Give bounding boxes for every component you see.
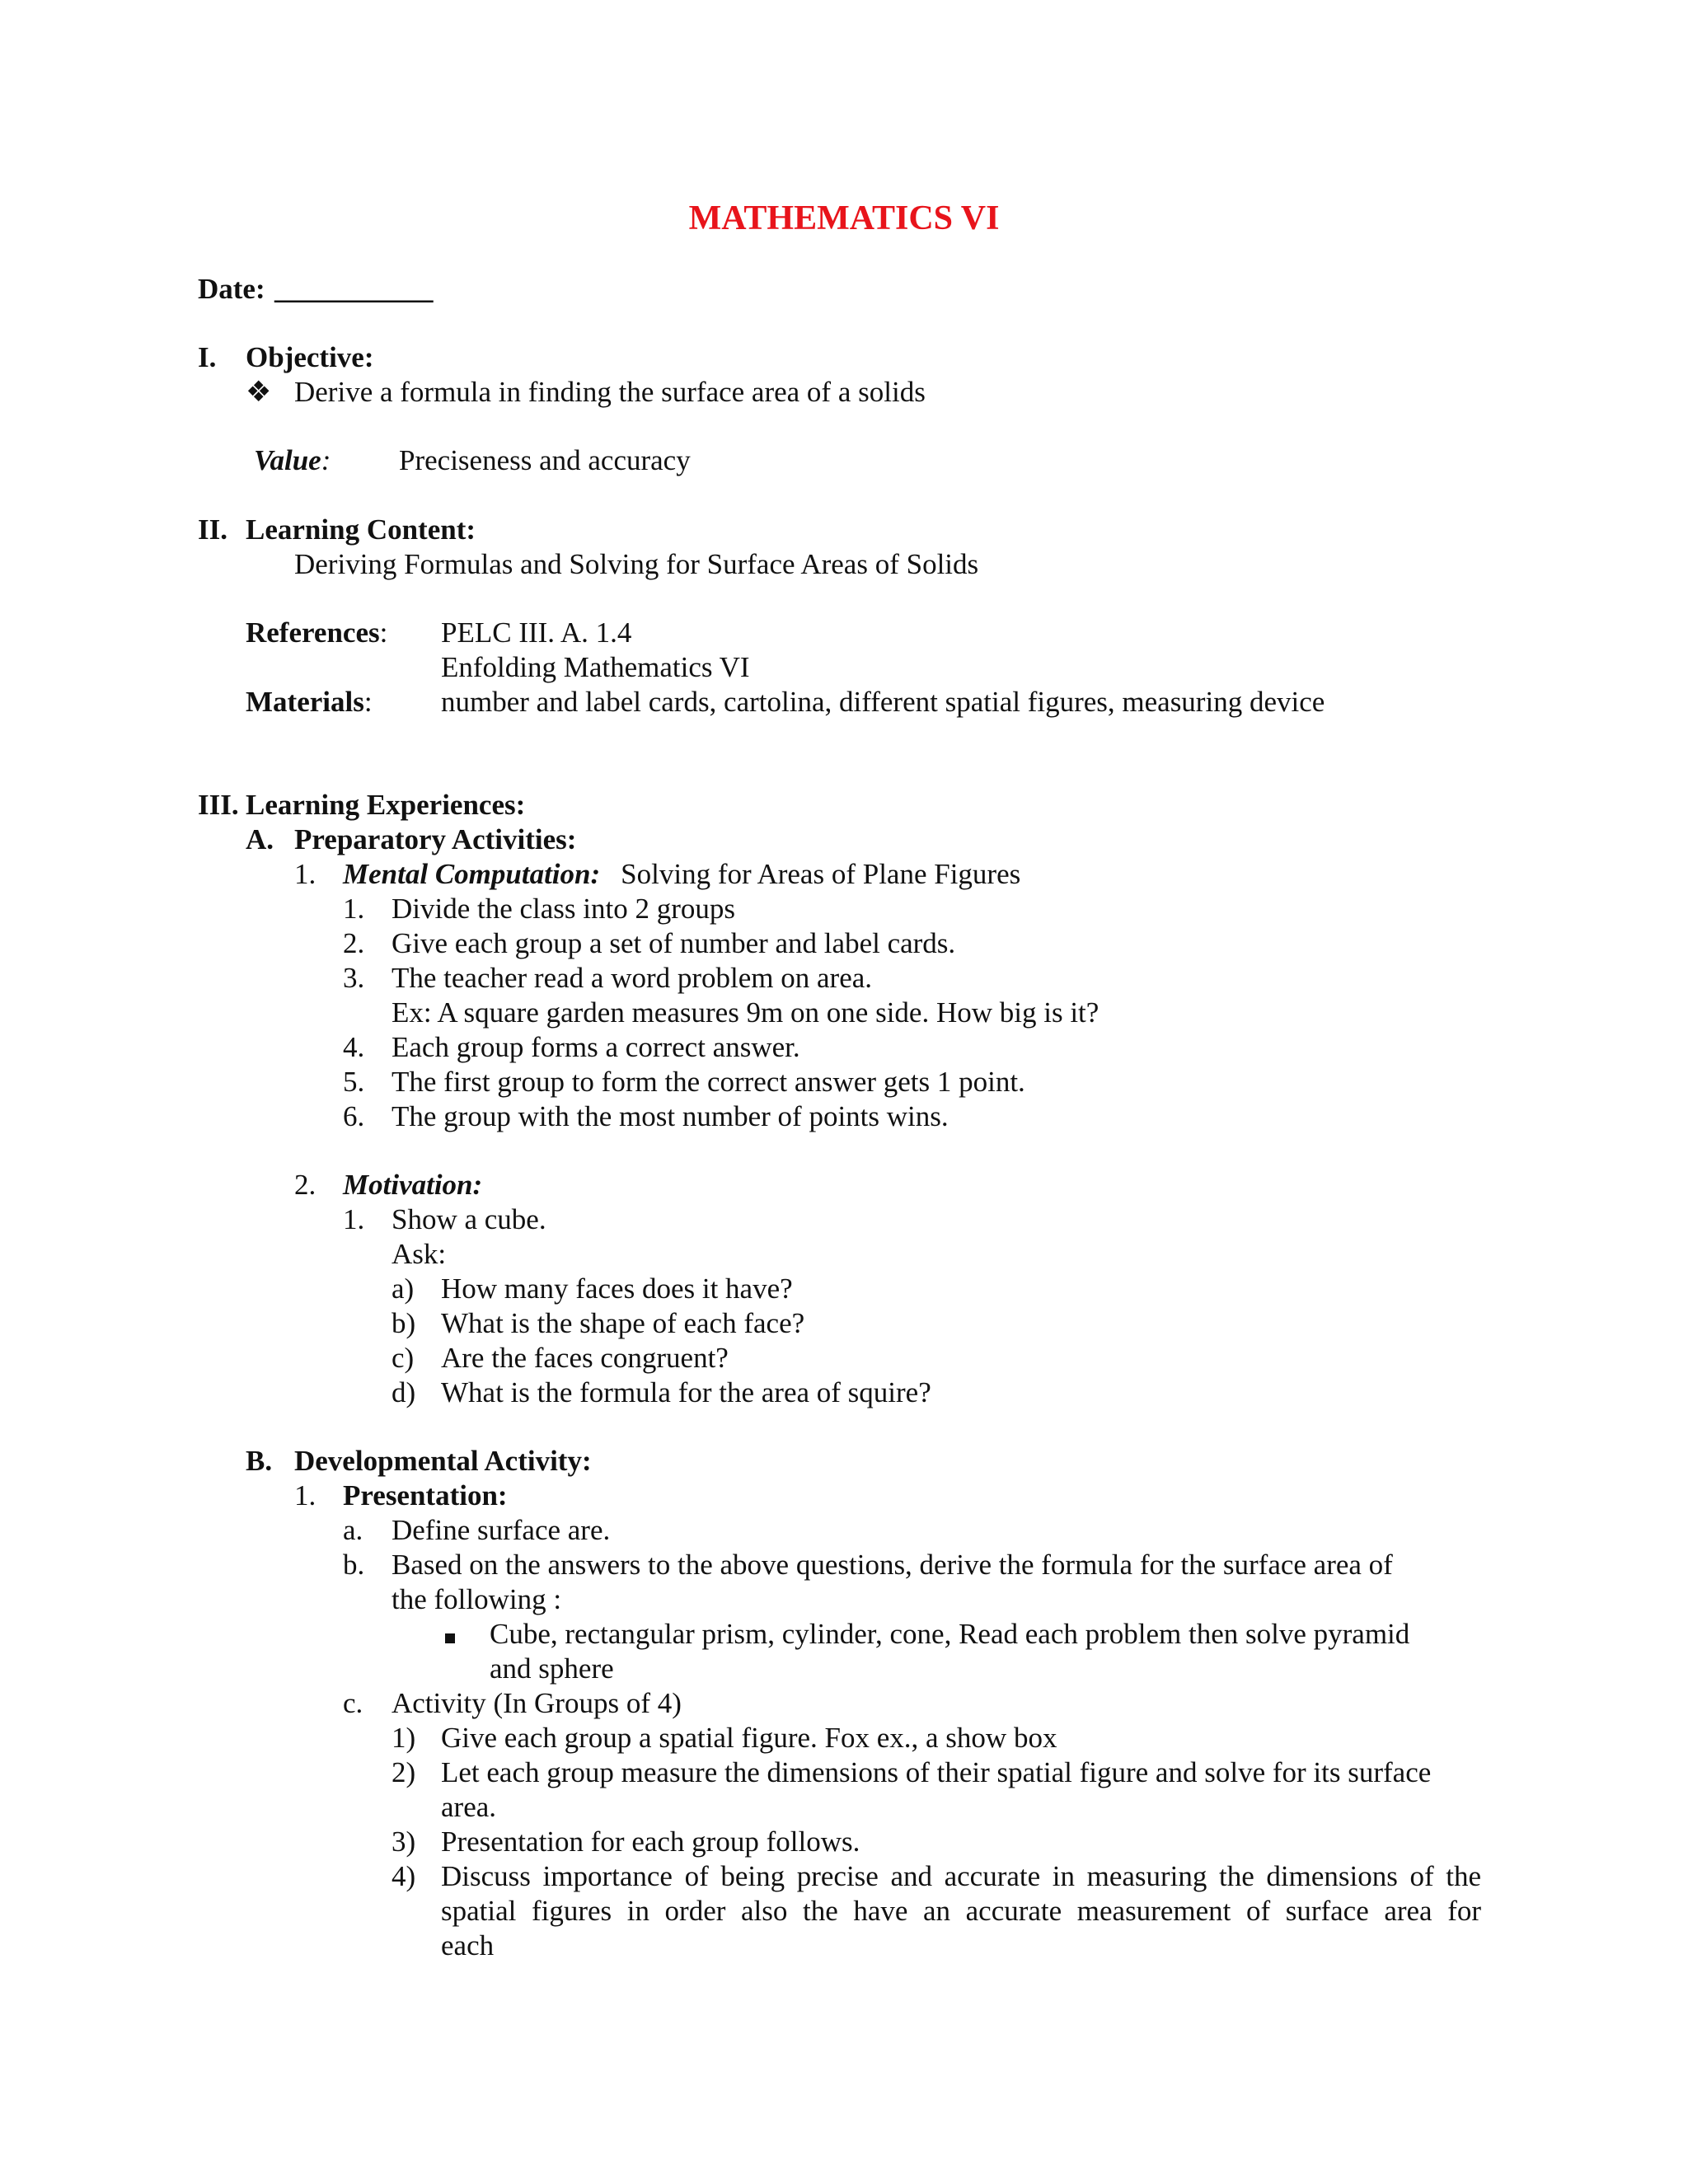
step-num: 1. <box>343 893 365 925</box>
motivation-label: Motivation: <box>343 1169 483 1201</box>
bullet-text-cont: and sphere <box>490 1652 614 1685</box>
date-label: Date: <box>198 273 265 305</box>
letter-text: Based on the answers to the above questions, derive the formula for the surface area of <box>392 1549 1393 1581</box>
question-text: Are the faces congruent? <box>441 1342 729 1374</box>
section-num-content: II. <box>198 513 227 546</box>
value-label-group <box>254 443 331 478</box>
reference-item: PELC III. A. 1.4 <box>441 616 632 649</box>
step-text: The teacher read a word problem on area. <box>392 962 873 994</box>
item-num: 2. <box>294 1169 316 1201</box>
subsection-num-b: B. <box>246 1445 273 1477</box>
letter-text: Define surface are. <box>392 1514 611 1546</box>
references-colon: : <box>379 616 388 649</box>
presentation-label: Presentation: <box>343 1479 508 1511</box>
item-num: 1. <box>294 1479 316 1511</box>
subsection-heading-a: Preparatory Activities: <box>294 823 577 855</box>
materials-label-group <box>246 685 373 719</box>
objective-text: Derive a formula in finding the surface area of a solids <box>294 376 926 408</box>
reference-item: Enfolding Mathematics VI <box>441 651 750 683</box>
step-num: 6. <box>343 1100 365 1132</box>
section-heading-content: Learning Content: <box>246 513 476 546</box>
activity-num: 1) <box>392 1722 416 1754</box>
section-heading-experiences: Learning Experiences: <box>246 789 526 821</box>
bullet-text: Cube, rectangular prism, cylinder, cone, Read each problem then solve pyramid <box>490 1618 1410 1650</box>
step-num: 1. <box>343 1203 365 1235</box>
mental-computation-line <box>343 857 1020 892</box>
letter-text: Activity (In Groups of 4) <box>392 1687 682 1719</box>
activity-text: Let each group measure the dimensions of their spatial figure and solve for its surface <box>441 1756 1432 1788</box>
letter-num: b. <box>343 1549 365 1581</box>
step-text: Show a cube. <box>392 1203 546 1235</box>
ask-label: Ask: <box>392 1238 447 1270</box>
question-num: a) <box>392 1272 415 1305</box>
materials-label: Materials <box>246 686 364 718</box>
step-num: 3. <box>343 962 365 994</box>
letter-num: a. <box>343 1514 363 1546</box>
content-text: Deriving Formulas and Solving for Surface Areas of Solids <box>294 548 979 580</box>
activity-text-cont: spatial figures in order also the have an accurate measurement of surface area for <box>441 1895 1481 1927</box>
step-num: 2. <box>343 927 365 959</box>
materials-text: number and label cards, cartolina, different spatial figures, measuring device <box>441 686 1325 718</box>
section-num-objective: I. <box>198 341 217 373</box>
materials-colon: : <box>363 686 373 718</box>
step-example: Ex: A square garden measures 9m on one side. How big is it? <box>392 996 1100 1029</box>
mental-computation-text: Solving for Areas of Plane Figures <box>621 858 1021 890</box>
section-heading-objective: Objective: <box>246 341 374 373</box>
references-label-group <box>246 616 387 650</box>
activity-num: 2) <box>392 1756 416 1788</box>
question-num: b) <box>392 1307 416 1339</box>
date-blank: ___________ <box>274 273 434 305</box>
activity-text: Give each group a spatial figure. Fox ex., a show box <box>441 1722 1057 1754</box>
step-text: Give each group a set of number and label cards. <box>392 927 956 959</box>
activity-text: Discuss importance of being precise and accurate in measuring the dimensions of the <box>441 1860 1481 1892</box>
step-num: 5. <box>343 1066 365 1098</box>
activity-text-cont: area. <box>441 1791 497 1823</box>
step-text: Each group forms a correct answer. <box>392 1031 800 1063</box>
references-label: References <box>246 616 380 649</box>
item-num: 1. <box>294 858 316 890</box>
question-num: d) <box>392 1376 416 1408</box>
value-colon: : <box>321 444 331 476</box>
letter-text-cont: the following : <box>392 1583 562 1615</box>
question-num: c) <box>392 1342 415 1374</box>
step-text: The first group to form the correct answer gets 1 point. <box>392 1066 1025 1098</box>
question-text: What is the formula for the area of squire? <box>441 1376 931 1408</box>
letter-num: c. <box>343 1687 363 1719</box>
step-num: 4. <box>343 1031 365 1063</box>
subsection-num-a: A. <box>246 823 274 855</box>
question-text: How many faces does it have? <box>441 1272 793 1305</box>
subsection-heading-b: Developmental Activity: <box>294 1445 592 1477</box>
activity-text-cont: each <box>441 1929 495 1961</box>
value-text: Preciseness and accuracy <box>399 444 691 476</box>
value-label: Value <box>254 444 321 476</box>
square-bullet-icon <box>445 1617 455 1652</box>
activity-num: 3) <box>392 1825 416 1858</box>
activity-num: 4) <box>392 1860 416 1892</box>
question-text: What is the shape of each face? <box>441 1307 805 1339</box>
diamond-bullet-icon: ❖ <box>246 376 272 408</box>
step-text: Divide the class into 2 groups <box>392 893 736 925</box>
mental-computation-label: Mental Computation: <box>343 858 601 890</box>
step-text: The group with the most number of points wins. <box>392 1100 949 1132</box>
page-title: MATHEMATICS VI <box>688 199 1000 237</box>
activity-text: Presentation for each group follows. <box>441 1825 860 1858</box>
section-num-experiences: III. <box>198 789 239 821</box>
